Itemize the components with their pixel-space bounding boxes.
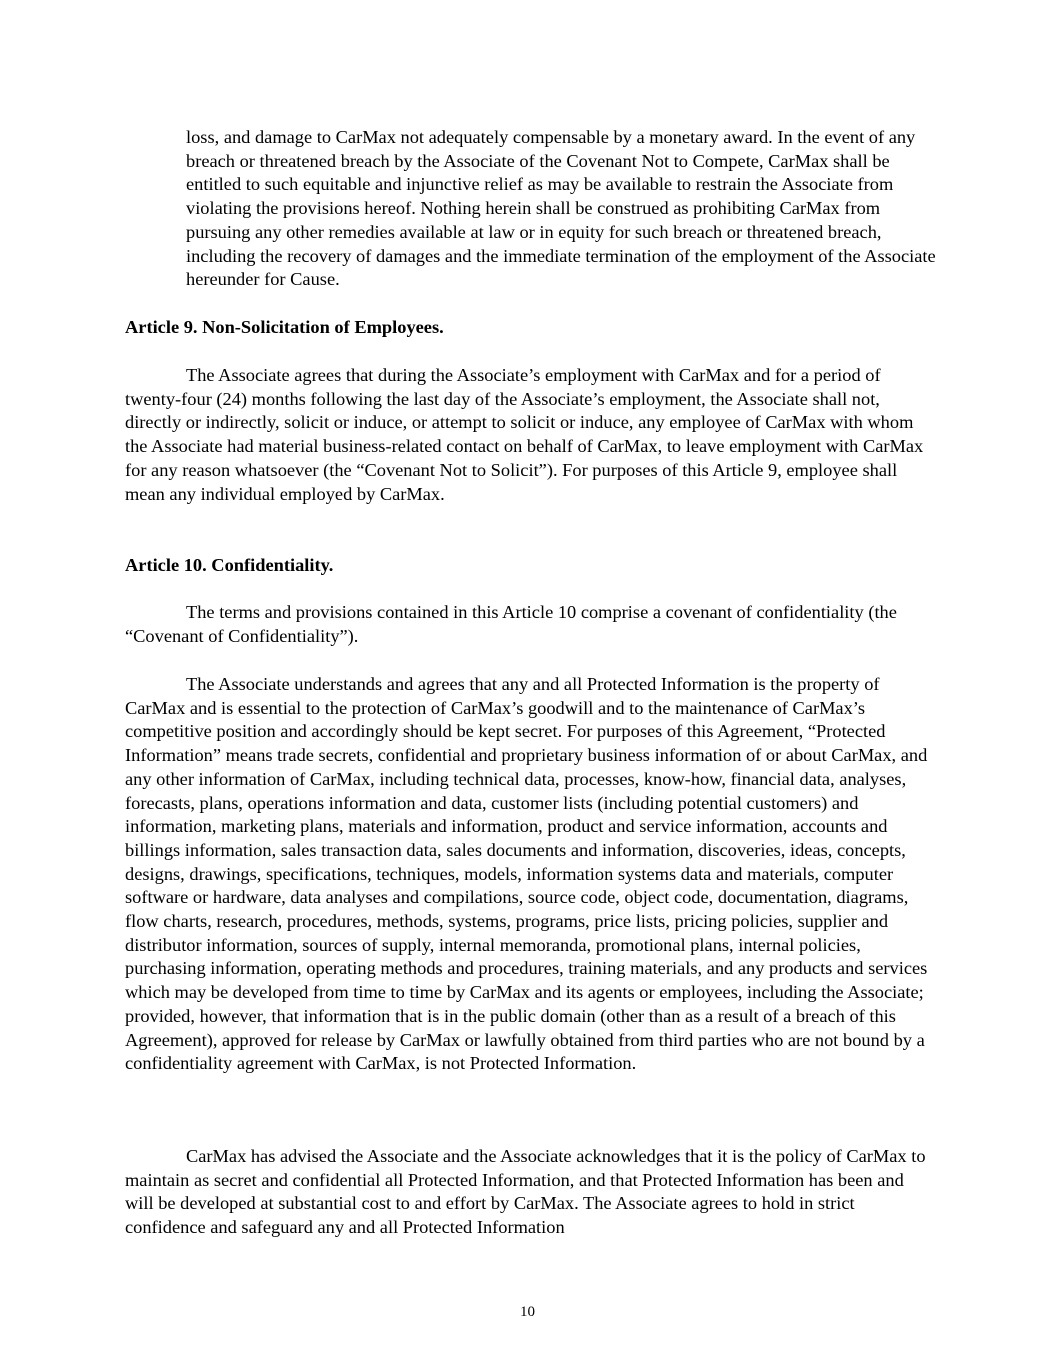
article-10-paragraph-1: The terms and provisions contained in this Article 10 comprise a covenant of confidentiality (the “Covenant of Confidentiality”). [125, 602, 897, 646]
page-number: 10 [520, 1304, 535, 1320]
article-10-paragraph-2: The Associate understands and agrees that any and all Protected Information is the property of CarMax and is essential to the protection of CarMax’s goodwill and to the maintenance of CarMax’s competitive position and accordingly should be kept secret. For purposes of this Agreement, “Protected Information” means trade secrets, confidential and proprietary business information of or about CarMax, and any other information of CarMax, including technical data, processes, know-how, financial data, analyses, forecasts, plans, operations information and data, customer lists (including potential customers) and information, marketing plans, materials and information, product and service information, accounts and billings information, sales transaction data, sales documents and information, discoveries, ideas, concepts, designs, drawings, specifications, techniques, models, information systems data and materials, computer software or hardware, data analyses and compilations, source code, object code, documentation, diagrams, flow charts, research, procedures, methods, systems, programs, price lists, pricing policies, supplier and distributor information, sources of supply, internal memoranda, promotional plans, internal policies, purchasing information, operating methods and procedures, training materials, and any products and services which may be developed from time to time by CarMax and its agents or employees, including the Associate; provided, however, that information that is in the public domain (other than as a result of a breach of this Agreement), approved for release by CarMax or lawfully obtained from third parties who are not bound by a confidentiality agreement with CarMax, is not Protected Information. [125, 674, 928, 1074]
continuation-paragraph: loss, and damage to CarMax not adequately compensable by a monetary award. In the event of any breach or threatened breach by the Associate of the Covenant Not to Compete, CarMax shall be entitled to such equitable and injunctive relief as may be available to restrain the Associate from violating the provisions hereof. Nothing herein shall be construed as prohibiting CarMax from pursuing any other remedies available at law or in equity for such breach or threatened breach, including the recovery of damages and the immediate termination of the employment of the Associate hereunder for Cause. [186, 127, 936, 290]
article-9-paragraph: The Associate agrees that during the Associate’s employment with CarMax and for a period of twenty-four (24) months following the last day of the Associate’s employment, the Associate shall not, directly or indirectly, solicit or induce, or attempt to solicit or induce, any employee of CarMax with whom the Associate had material business-related contact on behalf of CarMax, to leave employment with CarMax for any reason whatsoever (the “Covenant Not to Solicit”). For purposes of this Article 9, employee shall mean any individual employed by CarMax. [125, 365, 924, 504]
article-10-paragraph-3: CarMax has advised the Associate and the Associate acknowledges that it is the policy of CarMax to maintain as secret and confidential all Protected Information, and that Protected Information has been and will be developed at substantial cost to and effort by CarMax. The Associate agrees to hold in strict confidence and safeguard any and all Protected Information [125, 1146, 926, 1238]
article-9-heading: Article 9. Non-Solicitation of Employees. [125, 317, 444, 337]
article-10-heading: Article 10. Confidentiality. [125, 555, 334, 575]
